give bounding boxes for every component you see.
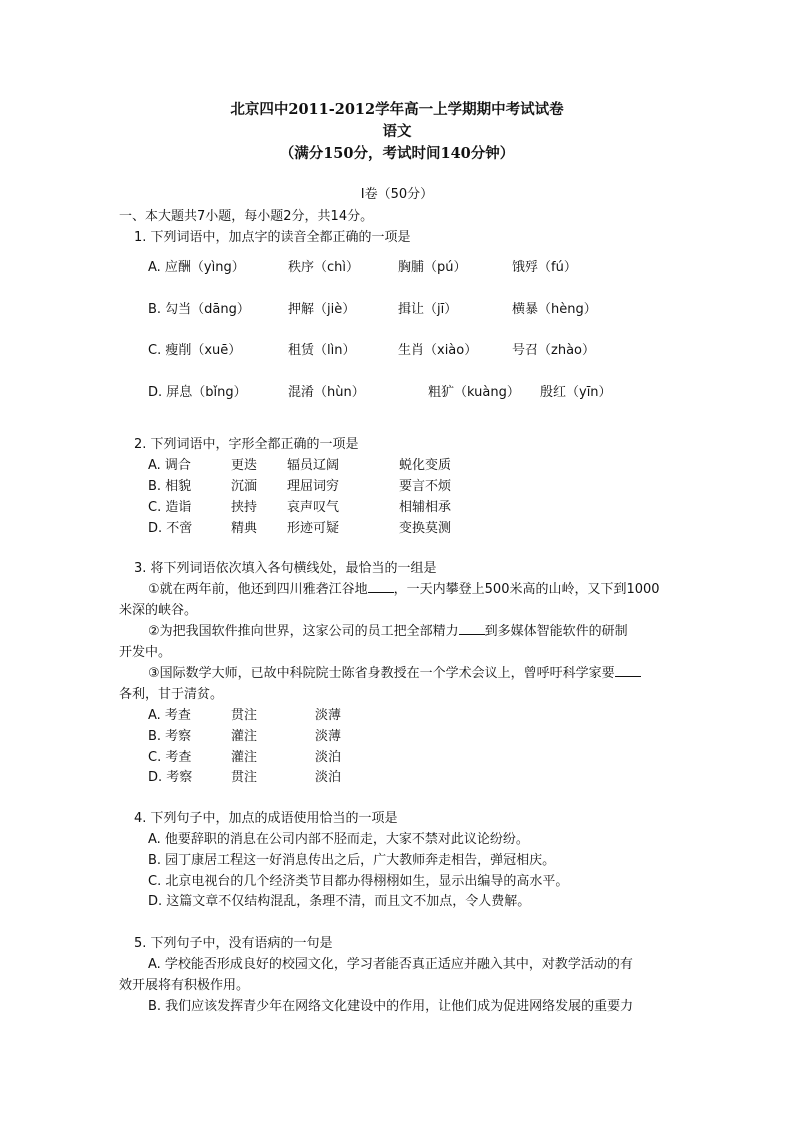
q2-d-item1: D. 不啻 bbox=[148, 521, 193, 536]
q3-d-item1: D. 考察 bbox=[148, 770, 193, 785]
q2-a-item4: 蜕化变质 bbox=[399, 458, 452, 473]
q1-d-item1: D. 屏息（bǐng） bbox=[148, 385, 247, 400]
q1-a-item4: 饿殍（fú） bbox=[512, 260, 577, 275]
q1-c-item3: 生肖（xiào） bbox=[398, 343, 478, 358]
q1-d-item4: 殷红（yīn） bbox=[540, 385, 612, 400]
q2-d-item3: 形迹可疑 bbox=[287, 521, 340, 536]
q2-c-item1: C. 造诣 bbox=[148, 500, 192, 515]
q4-option-c: C. 北京电视台的几个经济类节目都办得栩栩如生，显示出编导的高水平。 bbox=[148, 874, 569, 889]
q2-c-item3: 哀声叹气 bbox=[287, 500, 340, 515]
q3-stem: 3. 将下列词语依次填入各句横线处，最恰当的一组是 bbox=[134, 561, 437, 576]
fill-blank bbox=[615, 664, 641, 677]
q3-s2-part3: 开发中。 bbox=[119, 645, 172, 660]
q3-b-item2: 灌注 bbox=[231, 729, 258, 744]
q1-stem: 1. 下列词语中，加点字的读音全都正确的一项是 bbox=[134, 230, 411, 245]
q2-d-item4: 变换莫测 bbox=[399, 521, 452, 536]
q3-s2-part1: ②为把我国软件推向世界，这家公司的员工把全部精力 bbox=[148, 624, 459, 639]
q1-d-item3: 粗犷（kuàng） bbox=[428, 385, 520, 400]
q3-s1-part2: ，一天内攀登上500米高的山岭，又下到1000 bbox=[393, 582, 660, 597]
q5-stem: 5. 下列句子中，没有语病的一句是 bbox=[134, 936, 333, 951]
q1-b-item1: B. 勾当（dāng） bbox=[148, 302, 250, 317]
q2-c-item2: 挟持 bbox=[231, 500, 258, 515]
exam-info: （满分150分，考试时间140分钟） bbox=[279, 145, 515, 162]
q3-s1-part3: 米深的峡谷。 bbox=[119, 603, 198, 618]
q3-a-item2: 贯注 bbox=[231, 708, 258, 723]
q3-s3-part2: 各利，甘于清贫。 bbox=[119, 687, 224, 702]
q1-a-item2: 秩序（chì） bbox=[288, 260, 359, 275]
q3-b-item1: B. 考察 bbox=[148, 729, 192, 744]
q2-a-item2: 更迭 bbox=[231, 458, 258, 473]
q2-b-item1: B. 相貌 bbox=[148, 479, 192, 494]
q3-s2-part2: 到多媒体智能软件的研制 bbox=[484, 624, 628, 639]
q5-option-b-line1: B. 我们应该发挥青少年在网络文化建设中的作用，让他们成为促进网络发展的重要力 bbox=[148, 999, 634, 1014]
q3-c-item3: 淡泊 bbox=[315, 750, 342, 765]
q2-stem: 2. 下列词语中，字形全都正确的一项是 bbox=[134, 437, 359, 452]
q2-c-item4: 相辅相承 bbox=[399, 500, 452, 515]
q2-b-item2: 沉湎 bbox=[231, 479, 258, 494]
q1-c-item4: 号召（zhào） bbox=[512, 343, 595, 358]
q3-sentence1 bbox=[148, 578, 660, 597]
q3-d-item3: 淡泊 bbox=[315, 770, 342, 785]
part-heading: 一、本大题共7小题，每小题2分，共14分。 bbox=[119, 209, 374, 224]
q4-option-b: B. 园丁康居工程这一好消息传出之后，广大教师奔走相告，弹冠相庆。 bbox=[148, 853, 556, 868]
q3-s1-part1: ①就在两年前，他还到四川雅砻江谷地 bbox=[148, 582, 368, 597]
fill-blank bbox=[368, 580, 394, 593]
q3-a-item3: 淡薄 bbox=[315, 708, 342, 723]
q1-a-item3: 胸脯（pú） bbox=[398, 260, 467, 275]
q2-a-item1: A. 调合 bbox=[148, 458, 191, 473]
fill-blank bbox=[459, 622, 485, 635]
exam-title: 北京四中2011-2012学年高一上学期期中考试试卷 bbox=[230, 101, 564, 118]
volume-heading: Ⅰ卷（50分） bbox=[360, 187, 434, 202]
q3-s3-part1: ③国际数学大师，已故中科院院士陈省身教授在一个学术会议上，曾呼吁科学家要 bbox=[148, 666, 615, 681]
q1-d-item2: 混淆（hùn） bbox=[288, 385, 365, 400]
q4-option-d: D. 这篇文章不仅结构混乱，条理不清，而且文不加点，令人费解。 bbox=[148, 894, 531, 909]
q2-a-item3: 辐员辽阔 bbox=[287, 458, 340, 473]
q1-b-item3: 揖让（jī） bbox=[398, 302, 458, 317]
q2-d-item2: 精典 bbox=[231, 521, 258, 536]
q1-c-item2: 租赁（lìn） bbox=[288, 343, 356, 358]
q5-option-a-line1: A. 学校能否形成良好的校园文化，学习者能否真正适应并融入其中，对教学活动的有 bbox=[148, 957, 633, 972]
q3-c-item1: C. 考查 bbox=[148, 750, 192, 765]
q1-b-item2: 押解（jiè） bbox=[288, 302, 356, 317]
q4-option-a: A. 他要辞职的消息在公司内部不胫而走，大家不禁对此议论纷纷。 bbox=[148, 832, 529, 847]
q3-c-item2: 灌注 bbox=[231, 750, 258, 765]
q2-b-item4: 要言不烦 bbox=[399, 479, 452, 494]
q1-b-item4: 横暴（hèng） bbox=[512, 302, 597, 317]
q3-sentence3 bbox=[148, 662, 641, 681]
q4-stem: 4. 下列句子中，加点的成语使用恰当的一项是 bbox=[134, 811, 398, 826]
q2-b-item3: 理屈词穷 bbox=[287, 479, 340, 494]
q3-sentence2 bbox=[148, 620, 628, 639]
q3-b-item3: 淡薄 bbox=[315, 729, 342, 744]
exam-subject: 语文 bbox=[382, 123, 412, 140]
q1-a-item1: A. 应酬（yìng） bbox=[148, 260, 245, 275]
q5-option-a-line2: 效开展将有积极作用。 bbox=[119, 978, 250, 993]
q3-a-item1: A. 考查 bbox=[148, 708, 191, 723]
q3-d-item2: 贯注 bbox=[231, 770, 258, 785]
q1-c-item1: C. 瘦削（xuē） bbox=[148, 343, 242, 358]
